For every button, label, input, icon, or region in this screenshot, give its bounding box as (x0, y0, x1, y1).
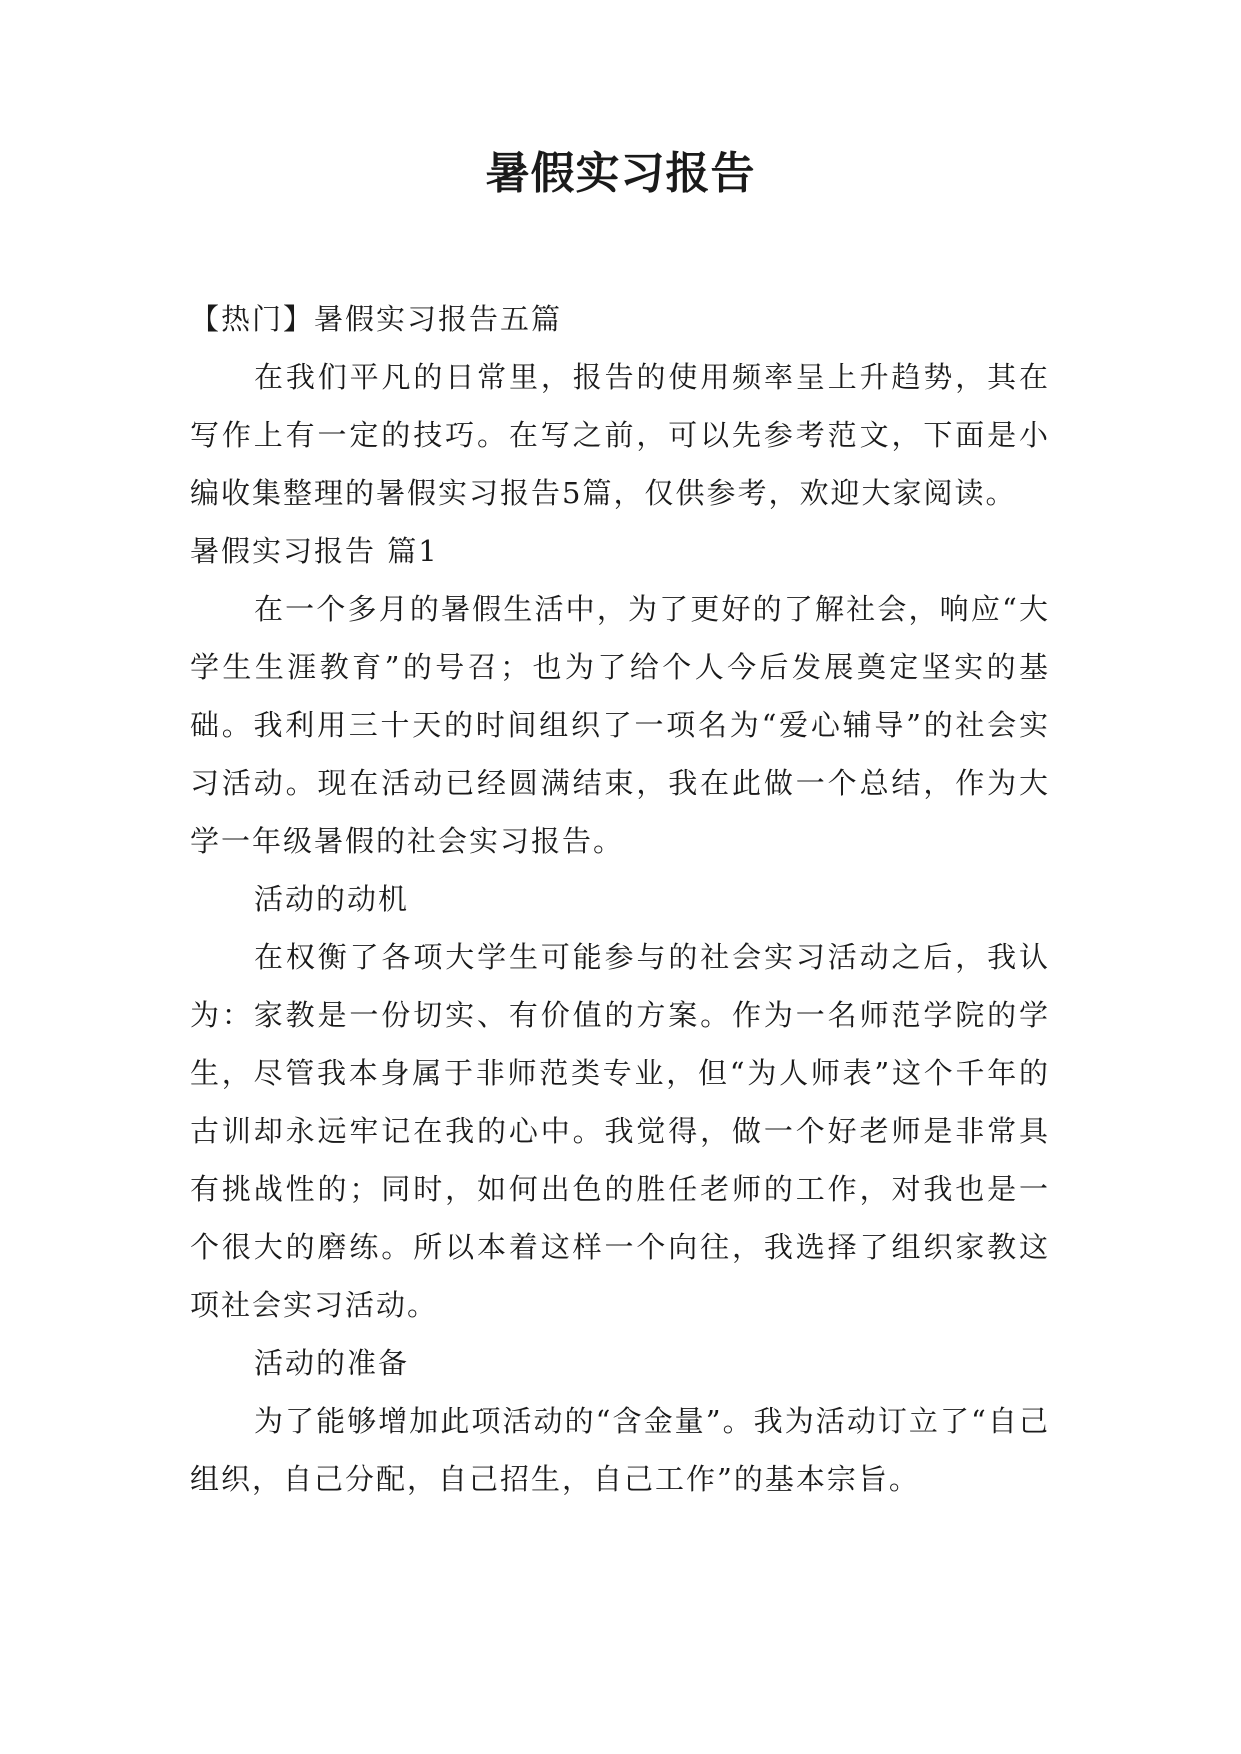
sub-heading-motivation: 活动的动机 (254, 882, 410, 916)
body-paragraph: 为了能够增加此项活动的“含金量”。我为活动订立了“自己组织，自己分配，自己招生，自己工作”的基本宗旨。 (190, 1404, 1050, 1496)
page-title: 暑假实习报告 (485, 148, 756, 199)
intro-paragraph: 在我们平凡的日常里，报告的使用频率呈上升趋势，其在写作上有一定的技巧。在写之前，可以先参考范文，下面是小编收集整理的暑假实习报告5篇，仅供参考，欢迎大家阅读。 (190, 360, 1050, 510)
document-body (190, 290, 1050, 1508)
body-paragraph: 在权衡了各项大学生可能参与的社会实习活动之后，我认为：家教是一份切实、有价值的方案。作为一名师范学院的学生，尽管我本身属于非师范类专业，但“为人师表”这个千年的古训却永远牢记在我的心中。我觉得，做一个好老师是非常具有挑战性的；同时，如何出色的胜任老师的工作，对我也是一个很大的磨练。所以本着这样一个向往，我选择了组织家教这项社会实习活动。 (190, 940, 1050, 1322)
sub-heading-preparation: 活动的准备 (254, 1346, 410, 1380)
document-subtitle: 【热门】暑假实习报告五篇 (190, 302, 563, 336)
body-paragraph: 在一个多月的暑假生活中，为了更好的了解社会，响应“大学生生涯教育”的号召；也为了给个人今后发展奠定坚实的基础。我利用三十天的时间组织了一项名为“爱心辅导”的社会实习活动。现在活动已经圆满结束，我在此做一个总结，作为大学一年级暑假的社会实习报告。 (190, 592, 1050, 858)
section-heading-part-1: 暑假实习报告 篇1 (190, 534, 439, 568)
